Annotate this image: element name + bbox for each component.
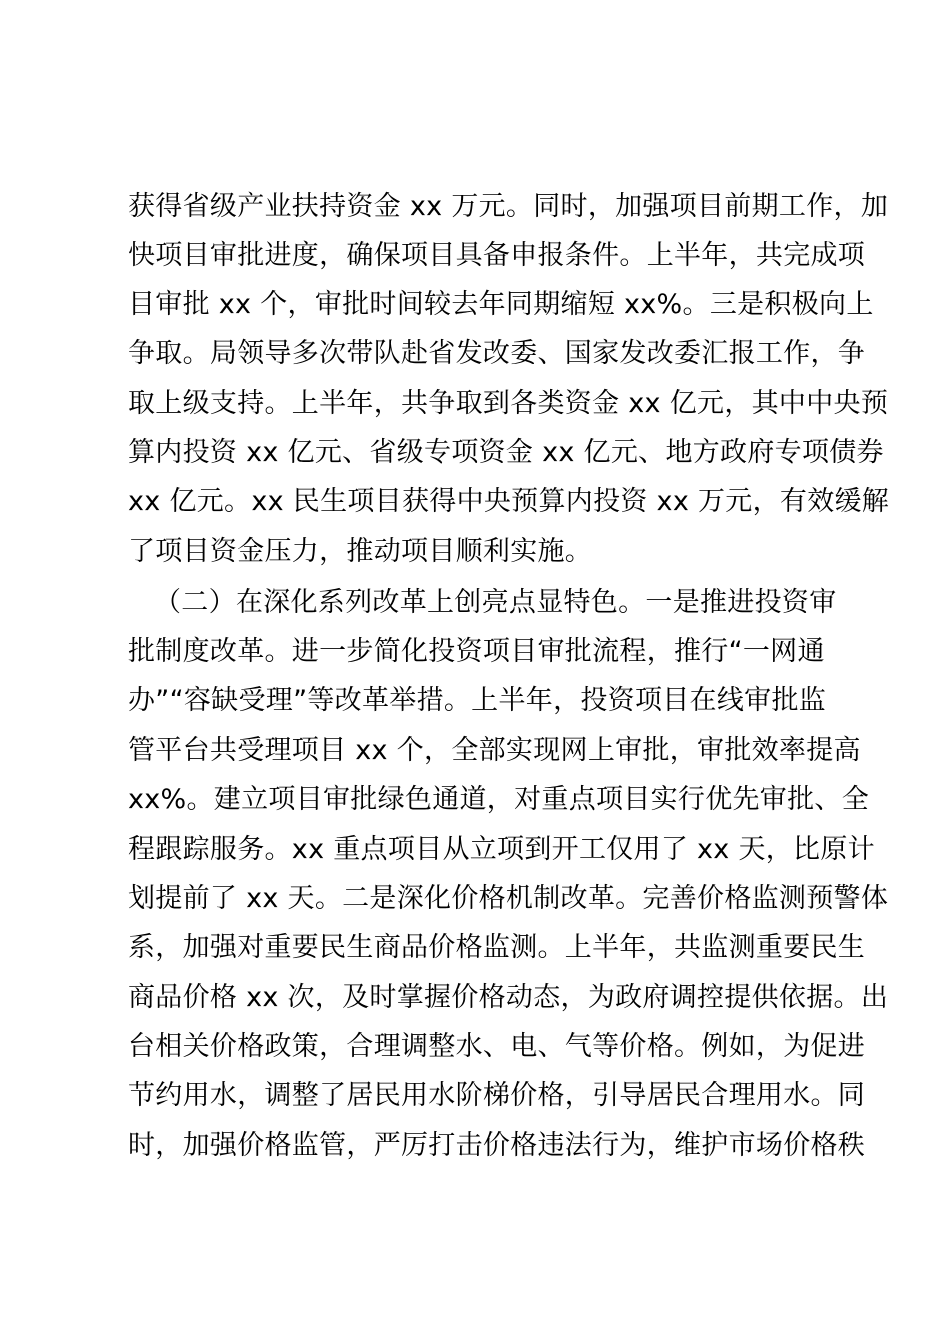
text-line: xx%。建立项目审批绿色通道，对重点项目实行优先审批、全	[128, 784, 870, 815]
text-line: 时，加强价格监管，严厉打击价格违法行为，维护市场价格秩	[128, 1130, 866, 1161]
text-line: 划提前了 xx 天。二是深化价格机制改革。完善价格监测预警体	[128, 883, 889, 914]
text-line: 争取。局领导多次带队赴省发改委、国家发改委汇报工作，争	[128, 338, 866, 369]
text-line: 取上级支持。上半年，共争取到各类资金 xx 亿元，其中中央预	[128, 388, 889, 419]
text-line: 办”“容缺受理”等改革举措。上半年，投资项目在线审批监	[128, 685, 827, 716]
text-line: 节约用水，调整了居民用水阶梯价格，引导居民合理用水。同	[128, 1080, 866, 1111]
text-line: 台相关价格政策，合理调整水、电、气等价格。例如，为促进	[128, 1031, 866, 1062]
text-line: 商品价格 xx 次，及时掌握价格动态，为政府调控提供依据。出	[128, 982, 889, 1013]
text-line: 系，加强对重要民生商品价格监测。上半年，共监测重要民生	[128, 932, 866, 963]
section-heading-line: （二）在深化系列改革上创亮点显特色。一是推进投资审	[154, 587, 837, 618]
text-line: 快项目审批进度，确保项目具备申报条件。上半年，共完成项	[128, 240, 866, 271]
text-line: 批制度改革。进一步简化投资项目审批流程，推行“一网通	[128, 636, 825, 667]
text-line: 管平台共受理项目 xx 个，全部实现网上审批，审批效率提高	[128, 735, 861, 766]
text-line: xx 亿元。xx 民生项目获得中央预算内投资 xx 万元，有效缓解	[128, 486, 890, 517]
text-line: 目审批 xx 个，审批时间较去年同期缩短 xx%。三是积极向上	[128, 289, 874, 320]
text-line: 算内投资 xx 亿元、省级专项资金 xx 亿元、地方政府专项债券	[128, 437, 884, 468]
text-line: 程跟踪服务。xx 重点项目从立项到开工仅用了 xx 天，比原计	[128, 834, 875, 865]
text-line: 获得省级产业扶持资金 xx 万元。同时，加强项目前期工作，加	[128, 191, 889, 222]
text-line: 了项目资金压力，推动项目顺利实施。	[128, 536, 593, 567]
